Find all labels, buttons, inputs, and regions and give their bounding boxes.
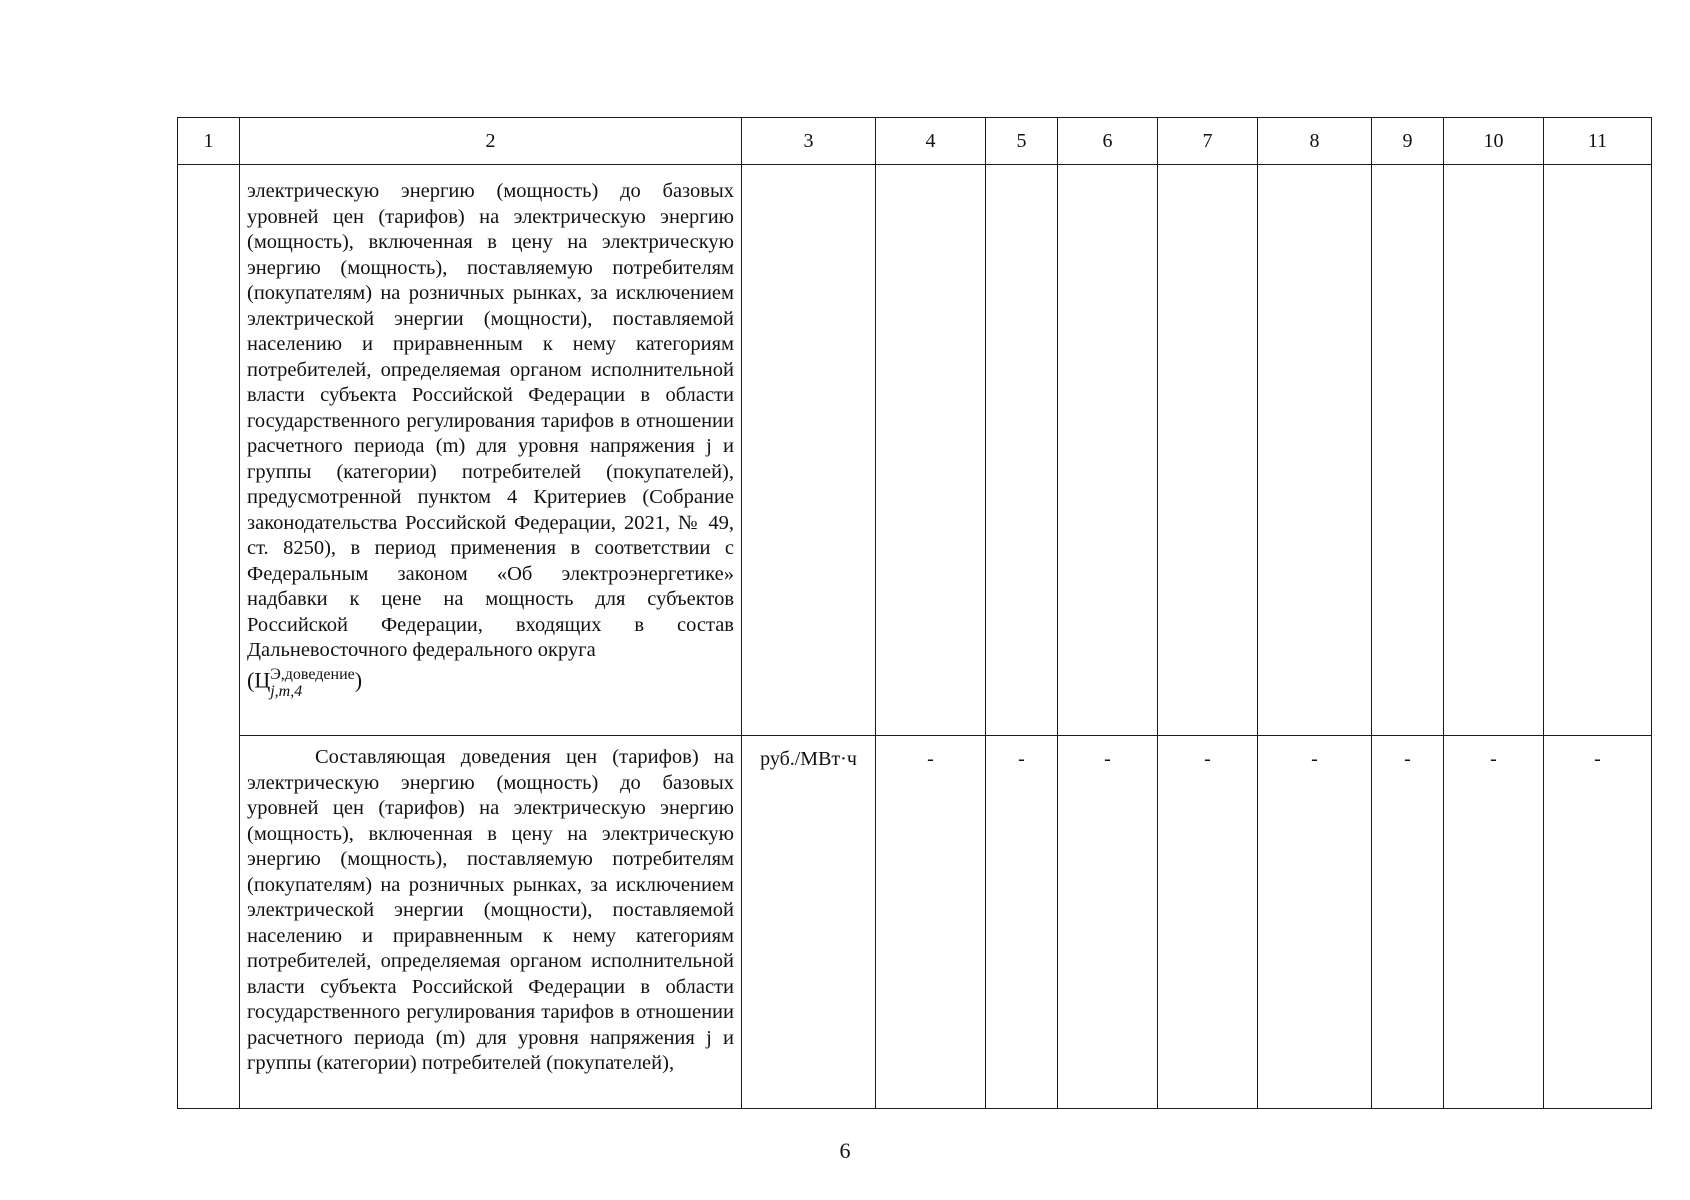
column-number-6: 6 [1058,118,1158,165]
formula-superscript: Э,доведение [270,665,355,683]
unit-cell [742,736,876,1109]
table-row [178,165,1652,736]
tariff-table [177,117,1652,1109]
value-cell [1444,165,1544,736]
value-cell [1544,736,1652,1109]
value-dash: - [927,748,934,770]
value-cell [876,165,986,736]
column-number-4: 4 [876,118,986,165]
table-row [178,736,1652,1109]
value-cell [1372,736,1444,1109]
value-dash: - [1594,748,1601,770]
table-header-row [178,118,1652,165]
unit-label: руб./МВт·ч [760,748,857,770]
row1-description-text: электрическую энергию (мощность) до базовых уровней цен (тарифов) на электрическую энергию (мощность), включенная в цену на электрическую энергию (мощность), поставляемую потребителям (покупателям) на розничных рынках, за исключением электрической энергии (мощности), поставляемой населению и приравненным к нему категориям потребителей, определяемая органом исполнительной власти субъекта Российской Федерации в области государственного регулирования тарифов в отношении расчетного периода (m) для уровня напряжения j и группы (категории) потребителей (покупателей), предусмотренной пунктом 4 Критериев (Собрание законодательства Российской Федерации, 2021, № 49, ст. 8250), в период применения в соответствии с Федеральным законом «Об электроэнергетике» надбавки к цене на мощность для субъектов Российской Федерации, входящих в состав Дальневосточного федерального округа [247,180,734,661]
value-dash: - [1204,748,1211,770]
value-cell [1058,736,1158,1109]
column-number-3: 3 [742,118,876,165]
value-dash: - [1018,748,1025,770]
row2-description-text: Составляющая доведения цен (тарифов) на электрическую энергию (мощность) до базовых уровней цен (тарифов) на электрическую энергию (мощность), включенная в цену на электрическую энергию (мощность), поставляемую потребителям (покупателям) на розничных рынках, за исключением электрической энергии (мощности), поставляемой населению и приравненным к нему категориям потребителей, определяемая органом исполнительной власти субъекта Российской Федерации в области государственного регулирования тарифов в отношении расчетного периода (m) для уровня напряжения j и группы (категории) потребителей (покупателей), [247,746,734,1074]
column-number-1: 1 [178,118,240,165]
formula-open: (Ц [247,667,271,693]
value-cell [1058,165,1158,736]
column-number-5: 5 [986,118,1058,165]
value-dash: - [1490,748,1497,770]
column-number-8: 8 [1258,118,1372,165]
value-cell [1258,165,1372,736]
value-cell [876,736,986,1109]
value-cell [986,736,1058,1109]
unit-cell [742,165,876,736]
value-dash: - [1104,748,1111,770]
description-cell [240,736,742,1109]
description-cell [240,165,742,736]
value-cell [1444,736,1544,1109]
value-cell [1372,165,1444,736]
value-dash: - [1404,748,1411,770]
column-number-7: 7 [1158,118,1258,165]
formula-close: ) [354,667,363,693]
column-number-9: 9 [1372,118,1444,165]
value-cell [1258,736,1372,1109]
value-cell [1158,736,1258,1109]
value-dash: - [1311,748,1318,770]
column-number-10: 10 [1444,118,1544,165]
value-cell [986,165,1058,736]
formula-subscript: j,m,4 [270,682,303,700]
formula-symbol [247,666,734,700]
column-number-2: 2 [240,118,742,165]
column-number-11: 11 [1544,118,1652,165]
value-cell [1158,165,1258,736]
row-number-cell [178,165,240,1109]
page-number: 6 [839,1138,851,1163]
value-cell [1544,165,1652,736]
